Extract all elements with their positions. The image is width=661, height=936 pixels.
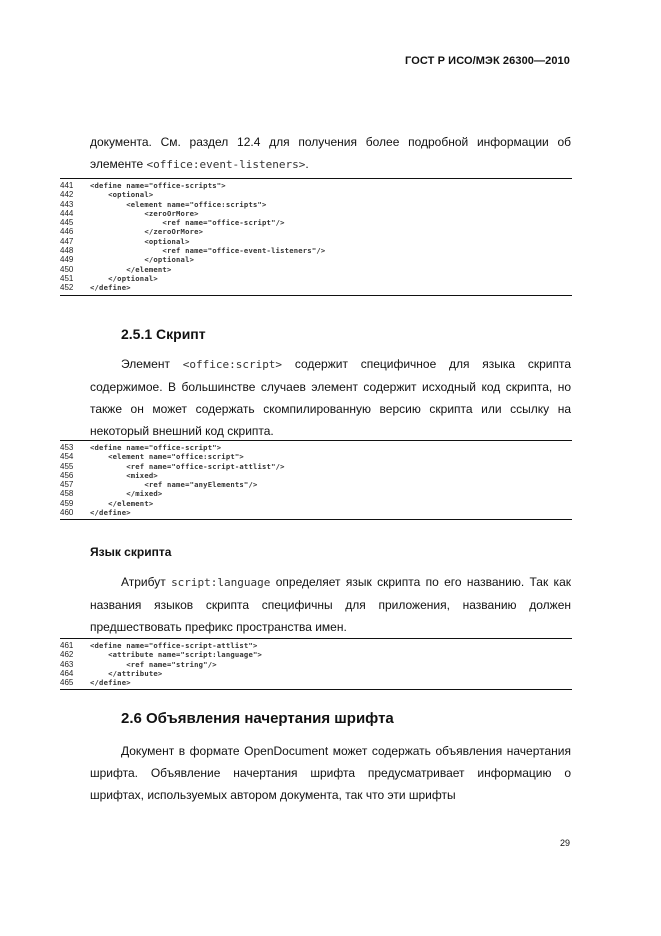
code-block-office-script [60, 440, 572, 520]
code-line [60, 227, 572, 236]
script-language-prefix: Атрибут [121, 575, 172, 589]
code-line [60, 641, 572, 650]
code-text: <optional> [90, 236, 190, 246]
code-text: <element name="office:scripts"> [90, 199, 267, 209]
code-line [60, 218, 572, 227]
office-script-code: <office:script> [182, 358, 283, 371]
code-text: <ref name="office-script"/> [90, 218, 285, 228]
script-p-prefix: Элемент [121, 357, 183, 371]
script-language-paragraph [90, 571, 571, 638]
line-number: 447 [60, 236, 74, 246]
code-line [60, 283, 572, 292]
document-standard-header: ГОСТ Р ИСО/МЭК 26300—2010 [405, 55, 570, 67]
code-line [60, 462, 572, 471]
code-text: <zeroOrMore> [90, 208, 199, 218]
code-text: </define> [90, 678, 131, 688]
code-text: </optional> [90, 255, 195, 265]
code-line [60, 274, 572, 283]
code-text: <ref name="office-event-listeners"/> [90, 246, 326, 256]
section-title-font-faces: 2.6 Объявления начертания шрифта [121, 710, 394, 727]
code-text: <mixed> [90, 470, 158, 480]
line-number: 453 [60, 443, 74, 452]
code-text: </define> [90, 283, 131, 293]
code-text: </define> [90, 508, 131, 518]
line-number: 442 [60, 190, 74, 200]
line-number: 458 [60, 489, 74, 499]
code-line [60, 181, 572, 190]
section-title-script: 2.5.1 Скрипт [121, 326, 206, 342]
code-text: </element> [90, 498, 154, 508]
code-line [60, 678, 572, 687]
line-number: 462 [60, 650, 74, 660]
script-p-rest: содержит специфичное для языка скрипта содержимое. В большинстве случаев элемент содержит исходный код скрипта, но также он может содержать скомпилированную версию скрипта или ссылку на некоторый внешний код скрипта. [90, 357, 571, 438]
code-line [60, 200, 572, 209]
intro-line-1: документа. См. раздел 12.4 для получения более подробной информации об [90, 135, 571, 149]
code-line [60, 660, 572, 669]
line-number: 457 [60, 480, 74, 490]
code-line [60, 452, 572, 461]
font-faces-text: Документ в формате OpenDocument может содержать объявления начертания шрифта. Объявление начертания шрифта предусматривает информацию о шрифтах, используемых автором документа, так что эти шрифты [90, 744, 571, 802]
code-text: <define name="office-script-attlist"> [90, 641, 258, 650]
code-text: <element name="office:script"> [90, 452, 244, 462]
line-number: 443 [60, 199, 74, 209]
line-number: 449 [60, 255, 74, 265]
intro-line-2 [90, 153, 571, 176]
font-faces-paragraph [90, 740, 571, 806]
code-line [60, 508, 572, 517]
code-line [60, 246, 572, 255]
code-block-office-scripts [60, 178, 572, 296]
intro-line-2-prefix: элементе [90, 157, 147, 171]
line-number: 441 [60, 181, 74, 190]
code-line [60, 265, 572, 274]
code-line [60, 480, 572, 489]
code-block-script-attlist [60, 638, 572, 690]
code-text: <optional> [90, 190, 154, 200]
page-number: 29 [559, 838, 570, 848]
code-line [60, 489, 572, 498]
line-number: 465 [60, 678, 74, 688]
code-line [60, 255, 572, 264]
code-text: <attribute name="script:language"> [90, 650, 263, 660]
code-line [60, 650, 572, 659]
line-number: 444 [60, 208, 74, 218]
script-language-code: script:language [171, 576, 271, 589]
line-number: 463 [60, 659, 74, 669]
code-text: <ref name="office-script-attlist"/> [90, 461, 285, 471]
line-number: 451 [60, 273, 74, 283]
code-line [60, 499, 572, 508]
line-number: 459 [60, 498, 74, 508]
code-line [60, 237, 572, 246]
line-number: 448 [60, 246, 74, 256]
code-text: </mixed> [90, 489, 163, 499]
line-number: 454 [60, 452, 74, 462]
code-line [60, 209, 572, 218]
intro-paragraph [90, 131, 571, 176]
code-text: </attribute> [90, 668, 163, 678]
code-line [60, 190, 572, 199]
code-line [60, 471, 572, 480]
line-number: 464 [60, 668, 74, 678]
code-line [60, 443, 572, 452]
line-number: 446 [60, 227, 74, 237]
script-language-rest: определяет язык скрипта по его названию. Так как названия языков скрипта специфичны для приложения, названию должен предшествовать префикс пространства имен. [90, 575, 571, 634]
line-number: 455 [60, 461, 74, 471]
line-number: 445 [60, 218, 74, 228]
line-number: 460 [60, 508, 74, 518]
intro-line-2-suffix: . [305, 157, 309, 171]
code-text: <define name="office-script"> [90, 443, 222, 452]
code-line [60, 669, 572, 678]
code-text: <ref name="anyElements"/> [90, 480, 258, 490]
code-text: </zeroOrMore> [90, 227, 204, 237]
line-number: 461 [60, 641, 74, 650]
line-number: 450 [60, 264, 74, 274]
subsection-title-script-language: Язык скрипта [90, 545, 172, 559]
line-number: 456 [60, 470, 74, 480]
code-text: </element> [90, 264, 172, 274]
code-text: <define name="office-scripts"> [90, 181, 226, 190]
code-text: </optional> [90, 273, 158, 283]
code-text: <ref name="string"/> [90, 659, 217, 669]
event-listeners-code: <office:event-listeners> [146, 158, 306, 171]
line-number: 452 [60, 283, 74, 293]
script-element-paragraph [90, 353, 571, 442]
